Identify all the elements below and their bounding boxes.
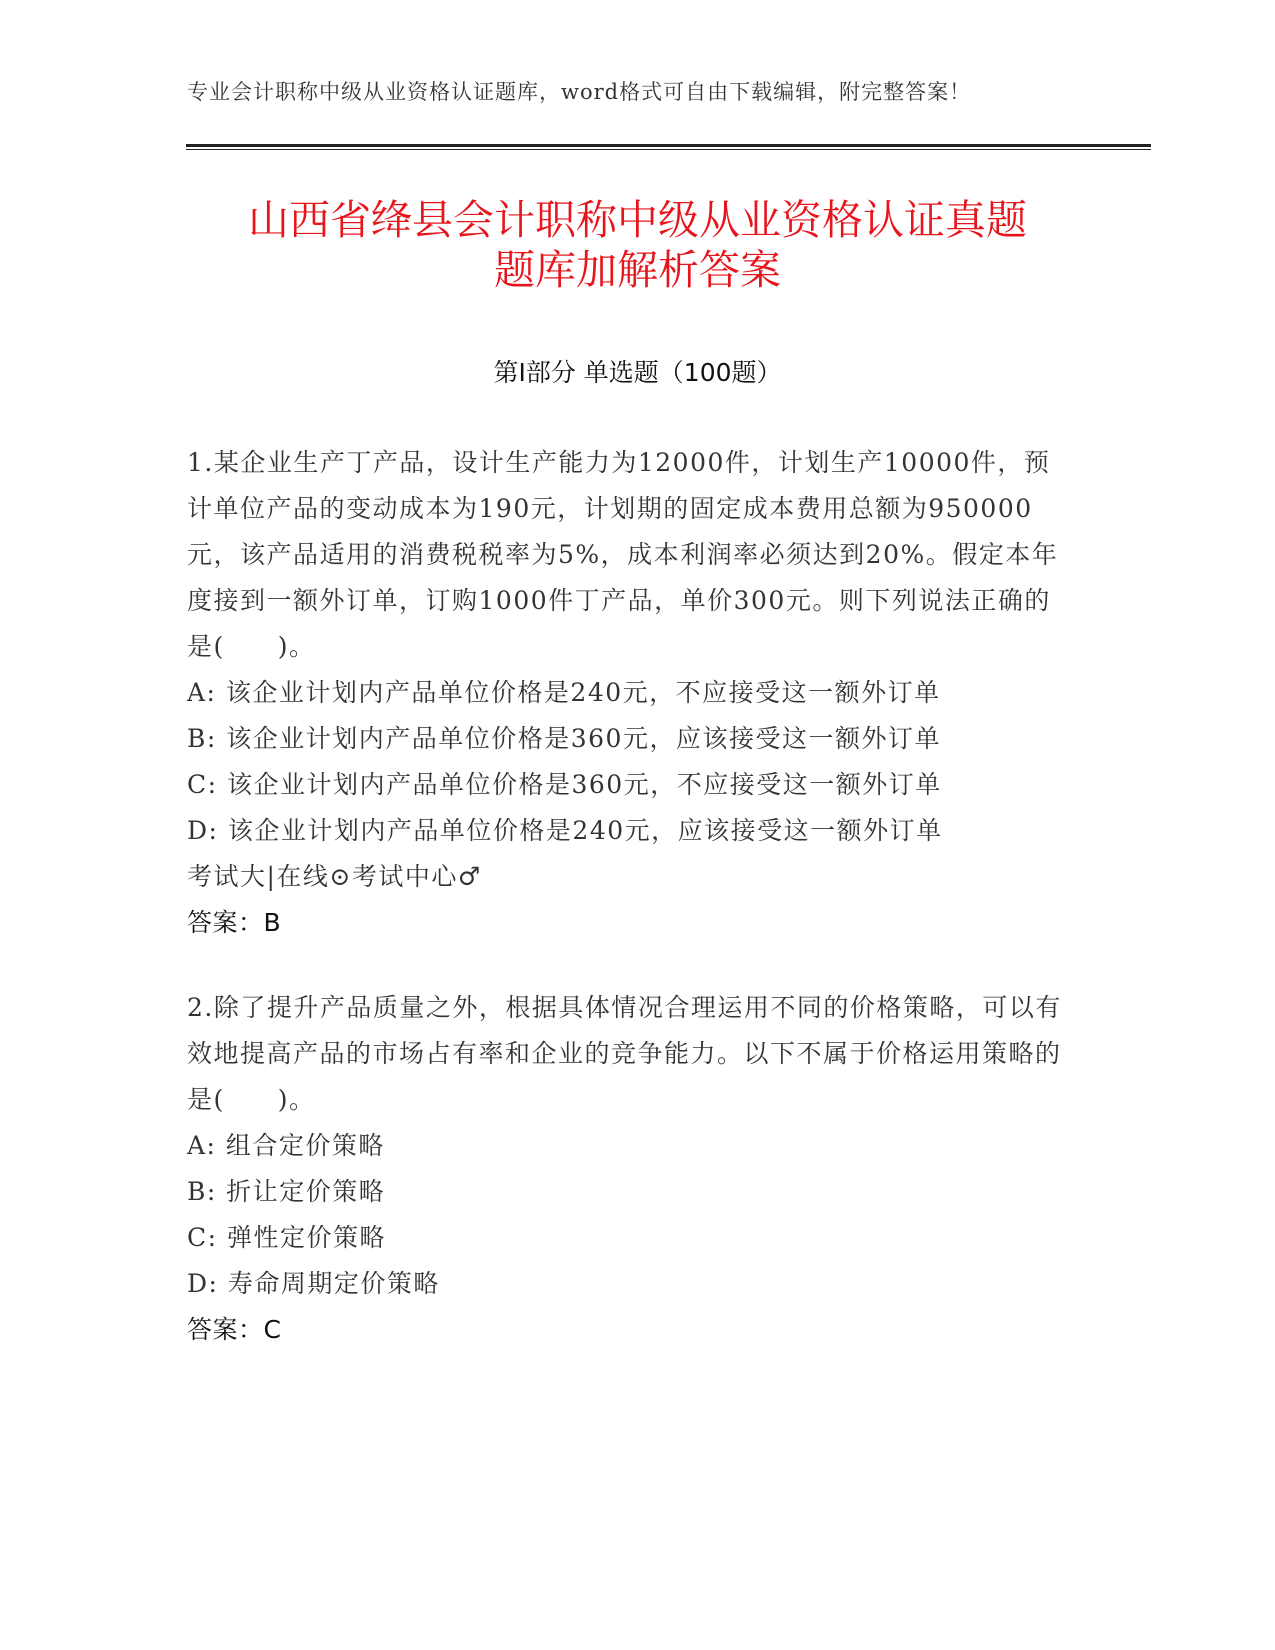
option-c: C: 弹性定价策略 — [187, 1223, 386, 1252]
document-title-line-2: 题库加解析答案 — [494, 246, 781, 294]
option-b: B: 该企业计划内产品单位价格是360元，应该接受这一额外订单 — [187, 724, 941, 753]
header-divider-thick — [186, 144, 1151, 147]
question-2 — [187, 985, 1067, 1353]
option-b: B: 折让定价策略 — [187, 1177, 386, 1206]
question-stem: 2.除了提升产品质量之外，根据具体情况合理运用不同的价格策略，可以有效地提高产品的市场占有率和企业的竞争能力。以下不属于价格运用策略的是( )。 — [187, 993, 1062, 1114]
option-c: C: 该企业计划内产品单位价格是360元，不应接受这一额外订单 — [187, 770, 942, 799]
document-title-line-1: 山西省绛县会计职称中级从业资格认证真题 — [248, 196, 1027, 244]
source-note: 考试大|在线⊙考试中心♂ — [187, 862, 482, 891]
section-title: 第I部分 单选题（100题） — [493, 358, 782, 387]
option-d: D: 该企业计划内产品单位价格是240元，应该接受这一额外订单 — [187, 816, 943, 845]
page-header: 专业会计职称中级从业资格认证题库，word格式可自由下载编辑，附完整答案！ — [187, 80, 972, 104]
document-title — [150, 195, 1125, 295]
answer: 答案：B — [187, 908, 282, 937]
answer: 答案：C — [187, 1315, 282, 1344]
option-d: D: 寿命周期定价策略 — [187, 1269, 440, 1298]
question-1 — [187, 440, 1067, 946]
option-a: A: 该企业计划内产品单位价格是240元，不应接受这一额外订单 — [187, 678, 941, 707]
header-divider — [186, 144, 1151, 151]
question-stem: 1.某企业生产丁产品，设计生产能力为12000件，计划生产10000件，预计单位产品的变动成本为190元，计划期的固定成本费用总额为950000元，该产品适用的消费税税率为5%，成本利润率必须达到20%。假定本年度接到一额外订单，订购1000件丁产品，单价300元。则下列说法正确的是( )。 — [187, 448, 1059, 661]
header-divider-thin — [186, 149, 1151, 150]
option-a: A: 组合定价策略 — [187, 1131, 385, 1160]
